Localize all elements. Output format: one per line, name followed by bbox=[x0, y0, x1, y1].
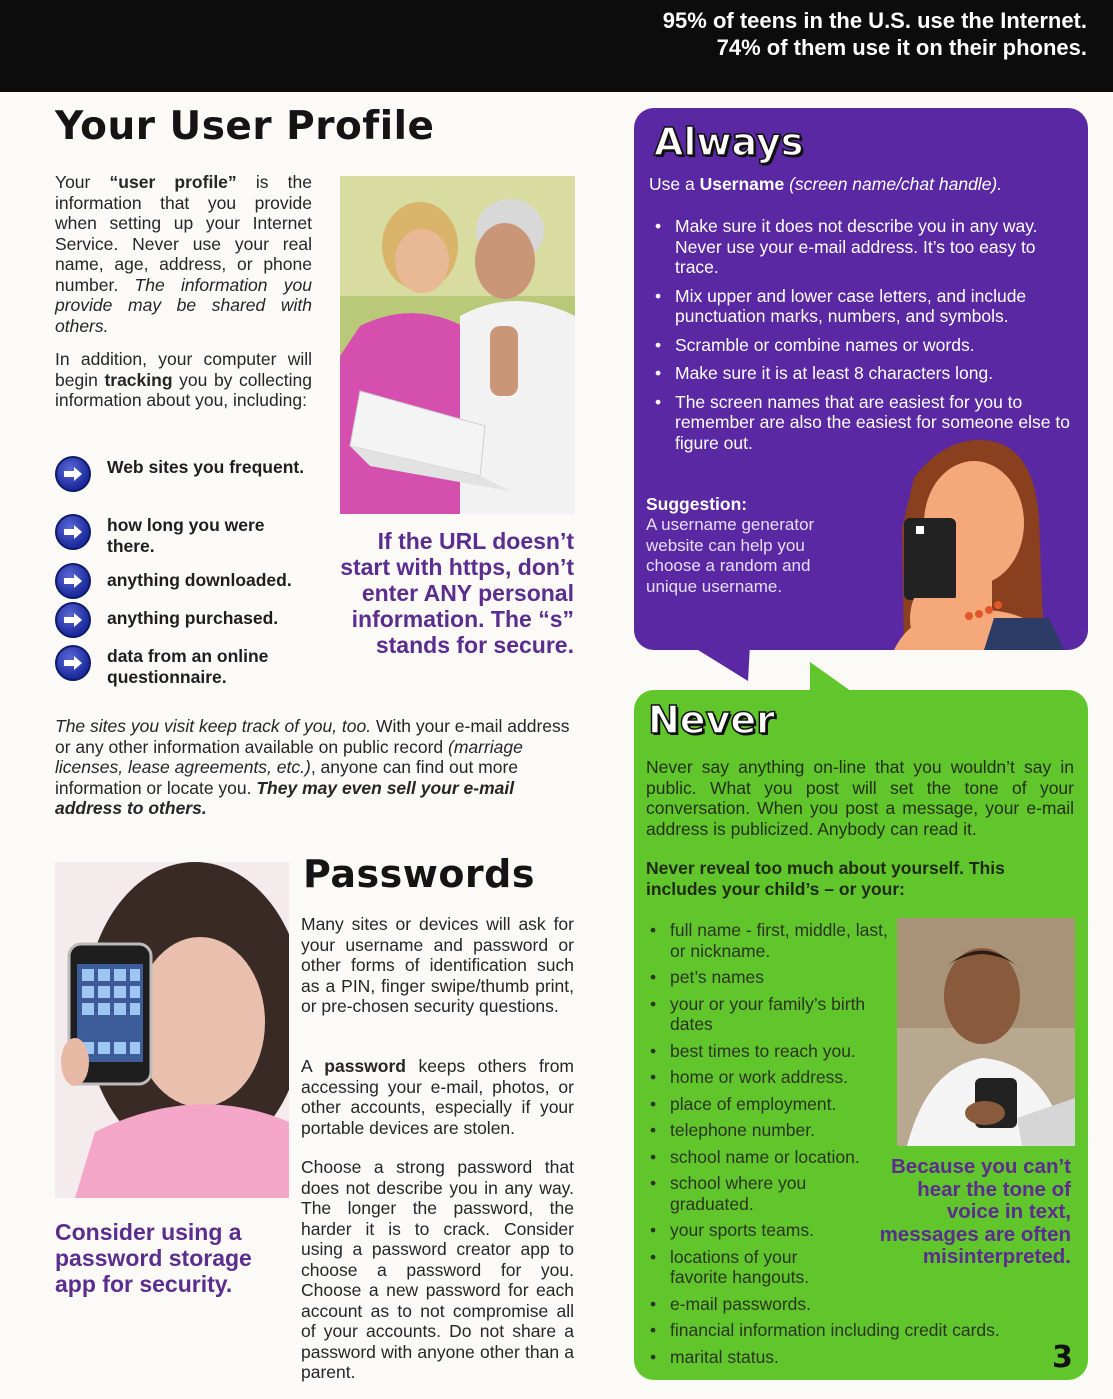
tracking-item bbox=[55, 515, 325, 556]
tone-callout: Because you can’t hear the tone of voice in text, messages are often misinterpreted. bbox=[879, 1155, 1071, 1268]
always-panel bbox=[634, 108, 1088, 650]
tracking-item bbox=[55, 646, 325, 687]
header-stat-line-1: 95% of teens in the U.S. use the Internet. bbox=[662, 8, 1087, 33]
tracking-term: tracking bbox=[104, 369, 173, 390]
never-item: • marital status. bbox=[646, 1347, 896, 1368]
never-item: • home or work address. bbox=[646, 1067, 896, 1088]
suggestion-text: A username generator website can help you choose a random and unique username. bbox=[646, 515, 815, 596]
girl-phone-illustration bbox=[55, 862, 289, 1198]
text-run: keeps others from accessing your e-mail, photos, or other accounts, especially if your portable devices are stolen. bbox=[301, 1056, 575, 1138]
text-run: (screen name/chat handle). bbox=[784, 174, 1003, 194]
text-run: you by collecting information about you, including: bbox=[55, 369, 312, 410]
tracking-item-text: anything purchased. bbox=[107, 608, 279, 628]
never-item: • your sports teams. bbox=[646, 1220, 896, 1241]
always-item: • The screen names that are easiest for you to remember are also the easiest for someone else to figure out. bbox=[649, 392, 1081, 454]
always-list bbox=[649, 216, 1081, 453]
never-item: • locations of your favorite hangouts. bbox=[646, 1247, 850, 1288]
text-run: A bbox=[301, 1056, 325, 1076]
shared-warning: The information you provide may be shared with others. bbox=[55, 274, 312, 336]
sites-track-paragraph bbox=[55, 716, 575, 819]
never-panel bbox=[634, 690, 1088, 1380]
sell-warning: They may even sell your e-mail address to others. bbox=[55, 777, 515, 818]
tracking-paragraph bbox=[55, 349, 312, 411]
girl-phone-photo bbox=[55, 862, 289, 1198]
never-item: • school name or location. bbox=[646, 1147, 896, 1168]
suggestion-label: Suggestion: bbox=[646, 494, 748, 514]
never-item: • pet’s names bbox=[646, 967, 896, 988]
speech-tail bbox=[690, 645, 760, 685]
tracking-item-text: Web sites you frequent. bbox=[107, 457, 305, 477]
never-item: • school where you graduated. bbox=[646, 1173, 850, 1214]
header-bar bbox=[0, 0, 1113, 92]
text-run: Your bbox=[55, 172, 110, 192]
never-item: • best times to reach you. bbox=[646, 1041, 896, 1062]
text-run: With your e-mail address or any other information available on public record bbox=[55, 716, 570, 757]
tracking-item-text: data from an online questionnaire. bbox=[107, 646, 269, 687]
passwords-intro-paragraph: Many sites or devices will ask for your username and password or other forms of identification such as a PIN, finger swipe/thumb print, or pre-chosen security questions. bbox=[301, 914, 574, 1016]
never-item: • full name - first, middle, last, or nickname. bbox=[646, 920, 896, 961]
text-run: , anyone can find out more information or locate you. bbox=[55, 757, 519, 798]
password-definition-paragraph bbox=[301, 1056, 574, 1138]
text-run: In addition, your computer will begin bbox=[55, 349, 312, 390]
user-profile-heading: Your User Profile bbox=[55, 104, 435, 149]
password-storage-callout: Consider using a password storage app for security. bbox=[55, 1219, 252, 1297]
tracking-item bbox=[55, 564, 325, 599]
always-item: • Make sure it does not describe you in any way. Never use your e-mail address. It’s too easy to trace. bbox=[649, 216, 1081, 278]
username-term: Username bbox=[699, 174, 785, 194]
user-profile-paragraph bbox=[55, 172, 312, 336]
couple-laptop-illustration bbox=[340, 176, 575, 514]
never-heading: Never bbox=[648, 698, 775, 742]
text-run: (marriage licenses, lease agreements, etc.) bbox=[55, 736, 523, 777]
tracking-item bbox=[55, 603, 325, 638]
text-run: is the information that you provide when setting up your Internet Service. Never use your real name, age, address, or phone number. bbox=[55, 172, 312, 295]
couple-laptop-photo bbox=[340, 176, 575, 514]
arrow-right-icon bbox=[55, 563, 91, 599]
arrow-right-icon bbox=[55, 514, 91, 550]
woman-selfie-illustration bbox=[874, 438, 1088, 650]
always-item: • Make sure it is at least 8 characters long. bbox=[649, 363, 1081, 384]
user-profile-term: “user profile” bbox=[109, 172, 237, 192]
always-intro bbox=[649, 174, 1079, 195]
never-item: • e-mail passwords. bbox=[646, 1294, 896, 1315]
arrow-right-icon bbox=[55, 456, 91, 492]
tracking-item-text: how long you were there. bbox=[107, 515, 265, 556]
always-item: • Scramble or combine names or words. bbox=[649, 335, 1081, 356]
text-run: The sites you visit keep track of you, too. bbox=[55, 716, 372, 736]
header-stat-line-2: 74% of them use it on their phones. bbox=[716, 35, 1087, 60]
page-number: 3 bbox=[1052, 1340, 1073, 1375]
text-run: Use a bbox=[649, 174, 700, 194]
arrow-right-icon bbox=[55, 645, 91, 681]
password-term: password bbox=[324, 1056, 406, 1076]
strong-password-paragraph: Choose a strong password that does not describe you in any way. The longer the password, the harder it is to crack. Consider using a password creator app to choose a password for you. Choose a new password for each account as to not compromise all of your accounts. Do not share a password with anyone other than a parent. bbox=[301, 1157, 574, 1382]
never-item: • telephone number. bbox=[646, 1120, 896, 1141]
teen-laptop-photo bbox=[897, 918, 1075, 1146]
never-reveal-heading: Never reveal too much about yourself. This includes your child’s – or your: bbox=[646, 858, 1005, 899]
never-item: • place of employment. bbox=[646, 1094, 896, 1115]
never-item: • your or your family’s birth dates bbox=[646, 994, 896, 1035]
always-heading: Always bbox=[654, 120, 804, 164]
tracking-item-text: anything downloaded. bbox=[107, 570, 292, 590]
never-intro: Never say anything on-line that you wouldn’t say in public. What you post will set the tone of your conversation. When you post a message, your e-mail address is publicized. Anybody can read it. bbox=[646, 757, 1074, 839]
arrow-right-icon bbox=[55, 602, 91, 638]
tracking-item bbox=[55, 457, 325, 492]
always-item: • Mix upper and lower case letters, and include punctuation marks, numbers, and symbols. bbox=[649, 286, 1081, 327]
teen-laptop-illustration bbox=[897, 918, 1075, 1146]
https-callout: If the URL doesn’t start with https, don’t enter ANY personal information. The “s” stands for secure. bbox=[340, 528, 574, 658]
passwords-heading: Passwords bbox=[303, 852, 535, 896]
never-item: • financial information including credit cards. bbox=[646, 1320, 1088, 1341]
